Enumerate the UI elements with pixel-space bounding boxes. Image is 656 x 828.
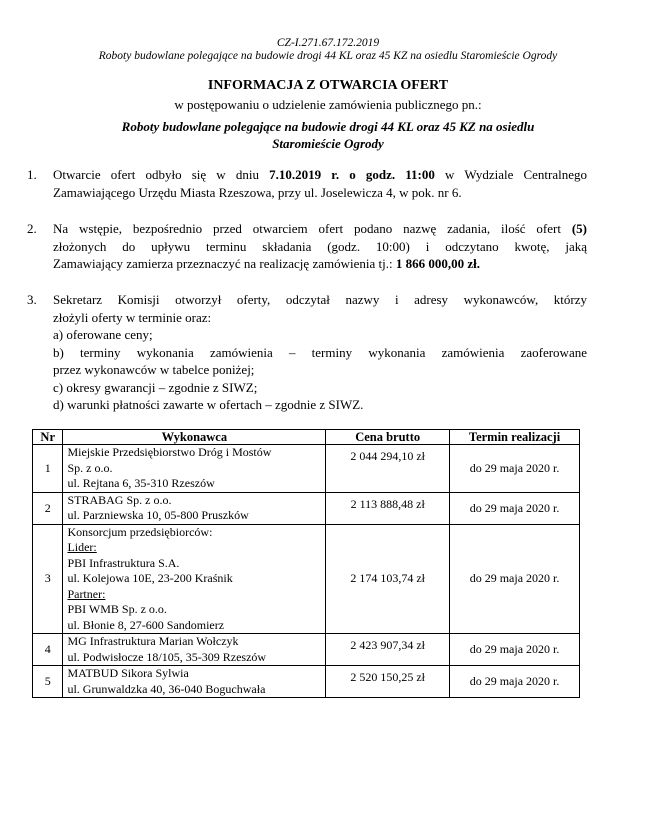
point-2-line-1: Na wstępie, bezpośrednio przed otwarciem ofert podano nazwę zadania, ilość ofert (5) <box>53 221 587 236</box>
row-price: 2 044 294,10 zł <box>326 445 450 493</box>
point-1-line-2: Zamawiającego Urzędu Miasta Rzeszowa, przy ul. Joselewicza 4, w pok. nr 6. <box>53 184 462 200</box>
table-row <box>33 524 580 634</box>
row-term: do 29 maja 2020 r. <box>450 445 580 493</box>
point-3-c: c) okresy gwarancji – zgodnie z SIWZ; <box>53 379 258 395</box>
point-3-b-1: b) terminy wykonania zamówienia – terminy wykonania zamówienia zaoferowane <box>53 344 587 360</box>
row-price: 2 113 888,48 zł <box>326 492 450 524</box>
row-nr: 5 <box>33 666 63 698</box>
document-title: INFORMACJA Z OTWARCIA OFERT <box>207 78 449 93</box>
point-1-number: 1. <box>27 167 37 182</box>
point-3-a: a) oferowane ceny; <box>53 327 153 342</box>
row-term: do 29 maja 2020 r. <box>450 634 580 666</box>
point-3-line-1: Sekretarz Komisji otworzył oferty, odczytał nazwy i adresy wykonawców, którzy <box>53 292 587 307</box>
point-2-line-3: Zamawiający zamierza przeznaczyć na realizację zamówienia tj.: 1 866 000,00 zł. <box>53 256 480 271</box>
row-nr: 3 <box>33 524 63 634</box>
procurement-subject <box>110 118 546 152</box>
row-nr: 2 <box>33 492 63 524</box>
table-header-row <box>33 430 580 445</box>
subject-line-1: Roboty budowlane polegające na budowie drogi 44 KL oraz 45 KZ na osiedlu <box>121 119 535 134</box>
row-nr: 1 <box>33 445 63 493</box>
header-contractor: Wykonawca <box>63 430 326 445</box>
document-subtitle: w postępowaniu o udzielenie zamówienia publicznego pn.: <box>174 97 482 112</box>
header-subject: Roboty budowlane polegające na budowie drogi 44 KL oraz 45 KZ na osiedlu Staromieście Ogrody <box>98 50 558 62</box>
table-row <box>33 445 580 493</box>
row-contractor: STRABAG Sp. z o.o. ul. Parzniewska 10, 05-800 Pruszków <box>63 492 326 524</box>
table-row <box>33 634 580 666</box>
row-term: do 29 maja 2020 r. <box>450 666 580 698</box>
header-term: Termin realizacji <box>450 430 580 445</box>
point-2-number: 2. <box>27 221 37 236</box>
header-price: Cena brutto <box>326 430 450 445</box>
row-contractor: MG Infrastruktura Marian Wołczyk ul. Podwisłocze 18/105, 35-309 Rzeszów <box>63 634 326 666</box>
budget-amount: 1 866 000,00 zł. <box>395 256 480 271</box>
row-price: 2 174 103,74 zł <box>326 524 450 634</box>
offers-table <box>32 429 580 698</box>
row-price: 2 423 907,34 zł <box>326 634 450 666</box>
point-3-number: 3. <box>27 292 37 307</box>
row-term: do 29 maja 2020 r. <box>450 492 580 524</box>
row-contractor: MATBUD Sikora Sylwia ul. Grunwaldzka 40, 36-040 Boguchwała <box>63 666 326 698</box>
row-nr: 4 <box>33 634 63 666</box>
header-nr: Nr <box>33 430 63 445</box>
row-contractor: Miejskie Przedsiębiorstwo Dróg i Mostów Sp. z o.o. ul. Rejtana 6, 35-310 Rzeszów <box>63 445 326 493</box>
point-3-line-2: złożyli oferty w terminie oraz: <box>53 309 212 325</box>
offer-count: (5) <box>571 221 587 236</box>
point-2-line-2: złożonych do upływu terminu składania (godz. 10:00) i odczytano kwotę, jaką <box>53 238 587 254</box>
point-3-d: d) warunki płatności zawarte w ofertach – zgodnie z SIWZ. <box>53 397 364 412</box>
point-1-line-1: Otwarcie ofert odbyło się w dniu 7.10.2019 r. o godz. 11:00 w Wydziale Centralnego <box>53 167 588 182</box>
row-contractor: Konsorcjum przedsiębiorców: Lider: PBI Infrastruktura S.A. ul. Kolejowa 10E, 23-200 Kraśnik Partner: PBI WMB Sp. z o.o. ul. Błonie 8, 27-600 Sandomierz <box>63 524 326 634</box>
table-row <box>33 666 580 698</box>
subject-line-2: Staromieście Ogrody <box>272 136 384 151</box>
row-term: do 29 maja 2020 r. <box>450 524 580 634</box>
point-3-b-2: przez wykonawców w tabelce poniżej; <box>53 362 255 377</box>
reference-number: CZ-I.271.67.172.2019 <box>276 37 380 49</box>
opening-date: 7.10.2019 r. o godz. 11:00 <box>269 167 435 182</box>
table-row <box>33 492 580 524</box>
row-price: 2 520 150,25 zł <box>326 666 450 698</box>
